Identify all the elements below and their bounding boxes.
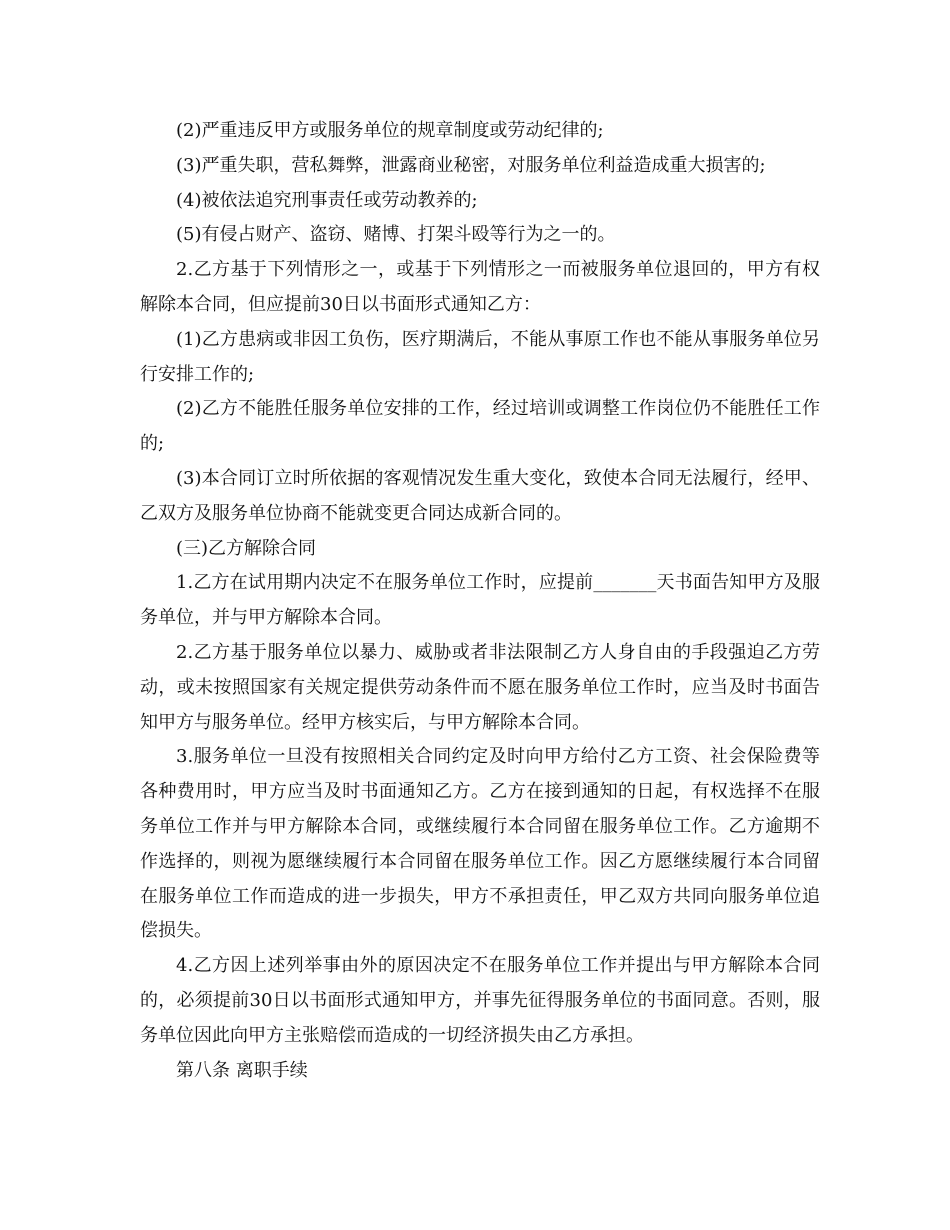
paragraph-b-3: 3.服务单位一旦没有按照相关合同约定及时向甲方给付乙方工资、社会保险费等各种费用时，甲方应当及时书面通知乙方。乙方在接到通知的日起，有权选择不在服务单位工作并与甲方解除本合同，或继续履行本合同留在服务单位工作。乙方逾期不作选择的，则视为愿继续履行本合同留在服务单位工作。因乙方愿继续履行本合同留在服务单位工作而造成的进一步损失，甲方不承担责任，甲乙双方共同向服务单位追偿损失。 [140, 746, 820, 942]
paragraph-b-1: 1.乙方在试用期内决定不在服务单位工作时，应提前_______天书面告知甲方及服务单位，并与甲方解除本合同。 [140, 572, 820, 629]
paragraph-clause-2-2: (2)严重违反甲方或服务单位的规章制度或劳动纪律的; [176, 120, 604, 141]
paragraph-item-2-2: (2)乙方不能胜任服务单位安排的工作，经过培训或调整工作岗位仍不能胜任工作的; [140, 398, 820, 455]
paragraph-item-2-1: (1)乙方患病或非因工负伤，医疗期满后，不能从事原工作也不能从事服务单位另行安排工作的; [140, 328, 820, 385]
paragraph-clause-2-3: (3)严重失职，营私舞弊，泄露商业秘密，对服务单位利益造成重大损害的; [176, 154, 766, 176]
paragraph-b-4: 4.乙方因上述列举事由外的原因决定不在服务单位工作并提出与甲方解除本合同的，必须提前30日以书面形式通知甲方，并事先征得服务单位的书面同意。否则，服务单位因此向甲方主张赔偿而造成的一切经济损失由乙方承担。 [140, 955, 820, 1046]
paragraph-item-2: 2.乙方基于下列情形之一，或基于下列情形之一而被服务单位退回的，甲方有权解除本合同，但应提前30日以书面形式通知乙方： [140, 259, 820, 315]
paragraph-clause-2-4: (4)被依法追究刑事责任或劳动教养的; [176, 189, 478, 211]
paragraph-b-2: 2.乙方基于服务单位以暴力、威胁或者非法限制乙方人身自由的手段强迫乙方劳动，或未按照国家有关规定提供劳动条件而不愿在服务单位工作时，应当及时书面告知甲方与服务单位。经甲方核实后，与甲方解除本合同。 [140, 641, 820, 733]
paragraph-clause-2-5: (5)有侵占财产、盗窃、赌博、打架斗殴等行为之一的。 [176, 224, 616, 246]
paragraph-item-2-3: (3)本合同订立时所依据的客观情况发生重大变化，致使本合同无法履行，经甲、乙双方及服务单位协商不能就变更合同达成新合同的。 [140, 467, 820, 524]
article-8-heading: 第八条 离职手续 [176, 1059, 308, 1081]
section-heading-party-b-termination: (三)乙方解除合同 [176, 537, 317, 559]
document-body [140, 114, 820, 1088]
